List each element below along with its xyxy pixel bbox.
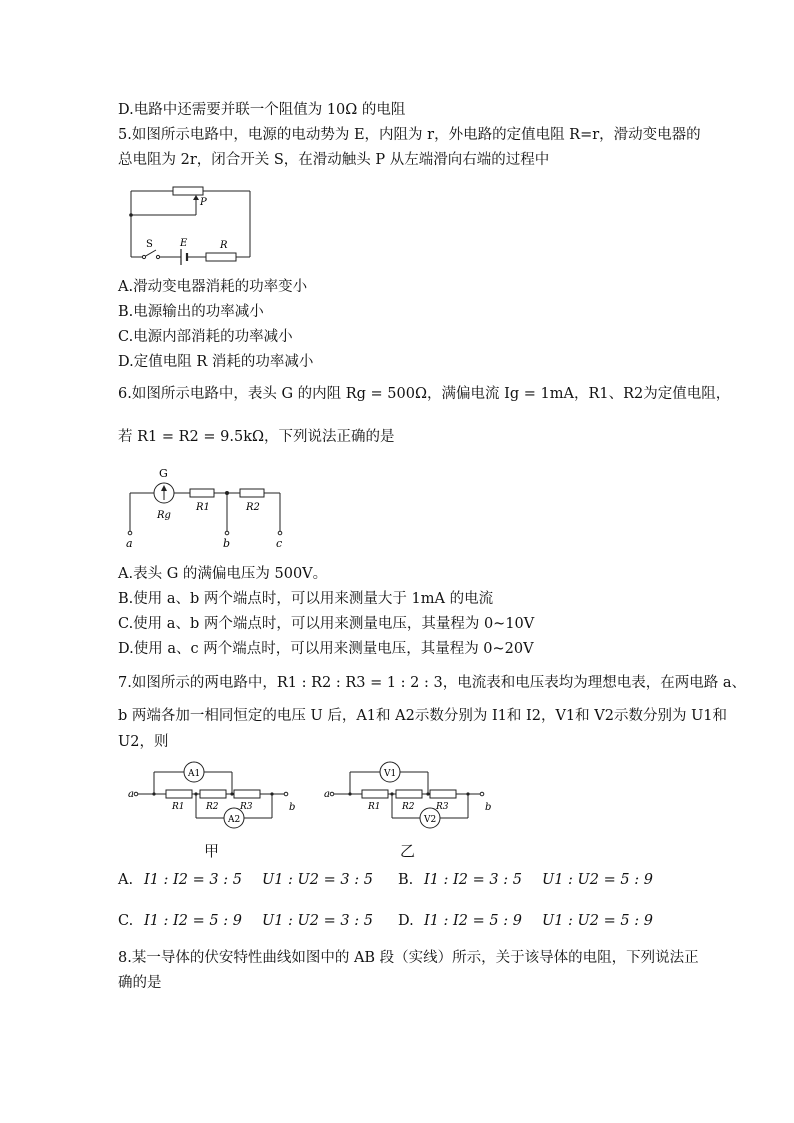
q7-yi-label-v2: V2 (424, 815, 437, 825)
q5-label-r: R (220, 240, 228, 251)
q6-label-a: a (126, 537, 133, 550)
q5-option-a: A.滑动变电器消耗的功率变小 (118, 279, 308, 295)
q7-option-c-voltage: U1 : U2 = 3 : 5 (262, 913, 373, 929)
q7-option-a-voltage: U1 : U2 = 3 : 5 (262, 872, 373, 888)
q7-stem-line2: b 两端各加一相同恒定的电压 U 后，A1和 A2示数分别为 I1和 I2，V1和 V2示数分别为 U1和 (118, 708, 728, 724)
q6-option-d: D.使用 a、c 两个端点时，可以用来测量电压，其量程为 0~20V (118, 641, 534, 657)
q5-circuit-figure (126, 183, 256, 265)
q7-option-c-current: I1 : I2 = 5 : 9 (144, 913, 242, 929)
q7-caption-jia: 甲 (204, 842, 220, 860)
q7-yi-label-b: b (485, 802, 492, 813)
q7-option-b-current: I1 : I2 = 3 : 5 (424, 872, 522, 888)
q7-yi-label-v1: V1 (384, 769, 397, 779)
q6-option-a: A.表头 G 的满偏电压为 500V。 (118, 566, 328, 582)
q4-option-d: D.电路中还需要并联一个阻值为 10Ω 的电阻 (118, 102, 406, 118)
q5-stem-line2: 总电阻为 2r，闭合开关 S，在滑动触头 P 从左端滑向右端的过程中 (118, 152, 550, 168)
q5-option-b: B.电源输出的功率减小 (118, 304, 264, 320)
q7-option-a-current: I1 : I2 = 3 : 5 (144, 872, 242, 888)
q6-label-b: b (223, 537, 231, 550)
q7-option-b-voltage: U1 : U2 = 5 : 9 (542, 872, 653, 888)
q7-jia-label-b: b (289, 802, 296, 813)
q6-label-rg: Rg (157, 510, 171, 521)
q5-label-s: S (146, 239, 153, 250)
q6-stem-line2: 若 R1 = R2 = 9.5kΩ，下列说法正确的是 (118, 429, 395, 445)
q7-jia-label-r2: R2 (206, 802, 219, 812)
q5-option-c: C.电源内部消耗的功率减小 (118, 329, 293, 345)
q7-jia-label-r3: R3 (240, 802, 253, 812)
q7-stem-line1: 7.如图所示的两电路中，R1 : R2 : R3 = 1 : 2 : 3，电流表和电压表均为理想电表，在两电路 a、 (118, 675, 746, 691)
q7-option-d-current: I1 : I2 = 5 : 9 (424, 913, 522, 929)
q7-option-b-letter: B. (398, 872, 414, 888)
q7-yi-label-r1: R1 (368, 802, 381, 812)
q6-option-c: C.使用 a、b 两个端点时，可以用来测量电压，其量程为 0~10V (118, 616, 535, 632)
q6-label-r1: R1 (196, 502, 210, 513)
q7-circuit-yi (322, 762, 497, 832)
q7-jia-label-a1: A1 (188, 769, 201, 779)
q6-label-r2: R2 (246, 502, 260, 513)
q7-jia-label-a2: A2 (228, 815, 241, 825)
q5-option-d: D.定值电阻 R 消耗的功率减小 (118, 354, 314, 370)
q6-circuit-figure (122, 463, 292, 549)
q5-stem-line1: 5.如图所示电路中，电源的电动势为 E，内阻为 r，外电路的定值电阻 R=r，滑动变电器的 (118, 127, 701, 143)
q6-stem-line1: 6.如图所示电路中，表头 G 的内阻 Rg = 500Ω，满偏电流 Ig = 1mA，R1、R2为定值电阻， (118, 386, 731, 402)
q7-yi-label-r3: R3 (436, 802, 449, 812)
q7-jia-label-a: a (128, 789, 134, 800)
q5-label-p: P (200, 197, 207, 208)
q6-label-c: c (276, 537, 283, 550)
q7-caption-yi: 乙 (400, 842, 416, 860)
q8-stem-line2: 确的是 (118, 975, 162, 991)
q5-label-e: E (180, 238, 188, 249)
q8-stem-line1: 8.某一导体的伏安特性曲线如图中的 AB 段（实线）所示，关于该导体的电阻，下列说法正 (118, 950, 699, 966)
q7-option-a-letter: A. (118, 872, 134, 888)
q7-option-d-voltage: U1 : U2 = 5 : 9 (542, 913, 653, 929)
q7-yi-label-r2: R2 (402, 802, 415, 812)
q7-stem-line3: U2，则 (118, 734, 169, 750)
q6-label-g: G (159, 467, 168, 480)
q7-option-d-letter: D. (398, 913, 414, 929)
q6-option-b: B.使用 a、b 两个端点时，可以用来测量大于 1mA 的电流 (118, 591, 494, 607)
q7-jia-label-r1: R1 (172, 802, 185, 812)
q7-option-c-letter: C. (118, 913, 134, 929)
q7-yi-label-a: a (324, 789, 330, 800)
q7-circuit-jia (126, 762, 301, 832)
